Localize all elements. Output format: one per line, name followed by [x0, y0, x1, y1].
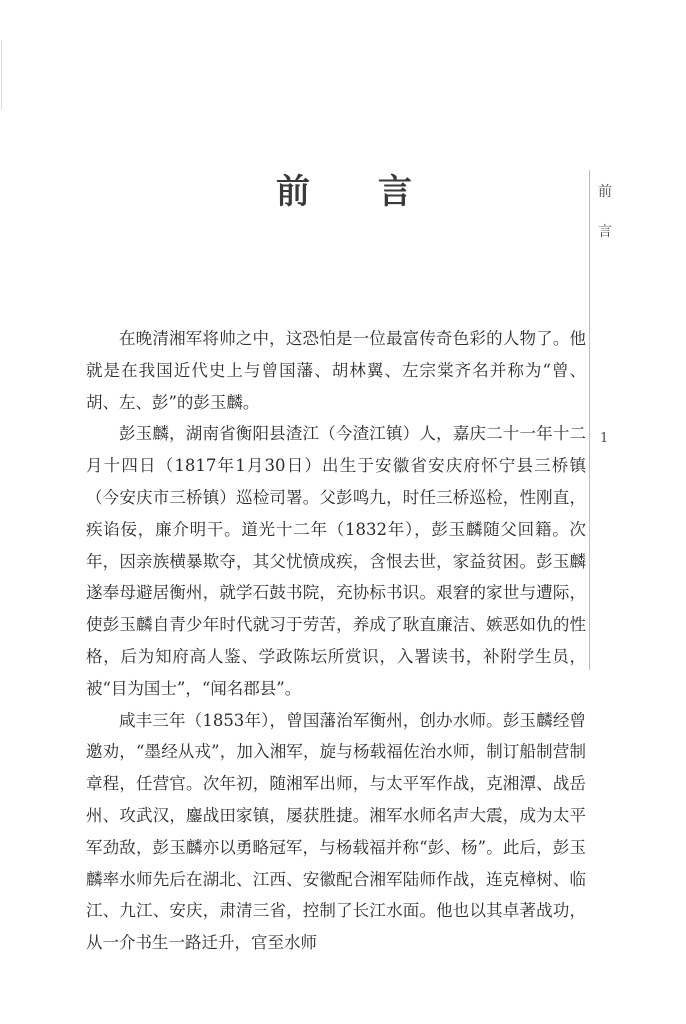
running-head-char: 言	[598, 224, 612, 240]
running-head	[598, 172, 614, 252]
margin-rule	[589, 170, 590, 670]
page-title: 前 言	[276, 172, 440, 212]
running-head-char: 前	[598, 184, 612, 200]
body-text	[86, 323, 586, 959]
paragraph: 彭玉麟，湖南省衡阳县渣江（今渣江镇）人，嘉庆二十一年十二月十四日（1817年1月30日）出生于安徽省安庆府怀宁县三桥镇（今安庆市三桥镇）巡检司署。父彭鸣九，时任三桥巡检，性刚直，疾谄佞，廉介明干。道光十二年（1832年），彭玉麟随父回籍。次年，因亲族横暴欺夺，其父忧愤成疾，含恨去世，家益贫困。彭玉麟遂奉母避居衡州，就学石鼓书院，充协标书识。艰窘的家世与遭际，使彭玉麟自青少年时代就习于劳苦，养成了耿直廉洁、嫉恶如仇的性格，后为知府高人鉴、学政陈坛所赏识，入署读书，补附学生员，被“目为国士”，“闻名郡县”。	[86, 424, 586, 698]
scan-edge-mark	[1, 40, 2, 110]
page-number: 1	[600, 431, 609, 446]
paragraph: 在晚清湘军将帅之中，这恐怕是一位最富传奇色彩的人物了。他就是在我国近代史上与曾国藩、胡林翼、左宗棠齐名并称为“曾、胡、左、彭”的彭玉麟。	[86, 329, 586, 412]
paragraph: 咸丰三年（1853年），曾国藩治军衡州，创办水师。彭玉麟经曾邀劝，“墨经从戎”，加入湘军，旋与杨载福佐治水师，制订船制营制章程，任营官。次年初，随湘军出师，与太平军作战，克湘潭、战岳州、攻武汉，鏖战田家镇，屡获胜捷。湘军水师名声大震，成为太平军劲敌，彭玉麟亦以勇略冠军，与杨载福并称“彭、杨”。此后，彭玉麟率水师先后在湖北、江西、安徽配合湘军陆师作战，连克樟树、临江、九江、安庆，肃清三省，控制了长江水面。他也以其卓著战功，从一介书生一路迁升，官至水师	[86, 710, 586, 953]
